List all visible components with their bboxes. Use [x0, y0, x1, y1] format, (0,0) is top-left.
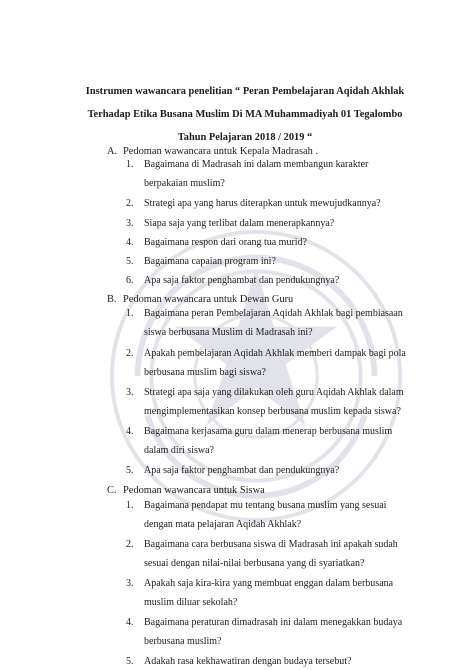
- item-number: 5.: [126, 465, 134, 476]
- item-text-line: sesuai dengan nilai-nilai berbusana yang di syariatkan?: [144, 558, 365, 569]
- section-b-heading: [107, 294, 294, 305]
- item-text-line: Strategi apa saja yang dilakukan oleh guru Aqidah Akhlak dalam: [144, 387, 404, 398]
- item-text-line: Apakah pembelajaran Aqidah Akhlak memberi dampak bagi pola: [144, 348, 406, 359]
- item-text-line: Bagaimana peraturan dimadrasah ini dalam menegakkan budaya: [144, 617, 403, 628]
- item-number: 4.: [126, 237, 134, 248]
- section-title: Pedoman wawancara untuk Siswa: [123, 485, 265, 496]
- item-number: 5.: [126, 256, 134, 267]
- item-text-line: Apa saja faktor penghambat dan pendukungnya?: [144, 275, 340, 286]
- section-label: C.: [107, 485, 117, 496]
- item-text-line: Bagaimana pendapat mu tentang busana muslim yang sesuai: [144, 500, 387, 511]
- item-text-line: Strategi apa yang harus diterapkan untuk mewujudkannya?: [144, 198, 381, 209]
- item-number: 1.: [126, 159, 134, 170]
- item-text-line: berpakaian muslim?: [144, 178, 225, 189]
- section-label: A.: [107, 146, 118, 157]
- item-number: 3.: [126, 387, 134, 398]
- section-title: Pedoman wawancara untuk Kepala Madrasah .: [123, 146, 319, 157]
- document-title-line-3: Tahun Pelajaran 2018 / 2019 “: [177, 132, 313, 143]
- item-number: 6.: [126, 275, 134, 286]
- item-text-line: Apa saja faktor penghambat dan pendukungnya?: [144, 465, 340, 476]
- item-text-line: siswa berbusana Muslim di Madrasah ini?: [144, 327, 313, 338]
- item-number: 1.: [126, 500, 134, 511]
- item-number: 3.: [126, 578, 134, 589]
- item-text-line: Bagaimana respon dari orang tua murid?: [144, 237, 307, 248]
- document-title-line-1: Instrumen wawancara penelitian “ Peran Pembelajaran Aqidah Akhlak: [85, 86, 405, 97]
- item-text-line: dalam diri siswa?: [144, 445, 214, 456]
- item-text-line: Siapa saja yang terlibat dalam menerapkannya?: [144, 218, 335, 229]
- item-text-line: muslim diluar sekolah?: [144, 597, 238, 608]
- item-number: 3.: [126, 218, 134, 229]
- item-text-line: berbusana muslim?: [144, 636, 222, 647]
- item-text-line: dengan mata pelajaran Aqidah Akhlak?: [144, 519, 302, 530]
- section-label: B.: [107, 294, 117, 305]
- item-text-line: berbusana muslim bagi siswa?: [144, 367, 266, 378]
- item-number: 4.: [126, 617, 134, 628]
- item-text-line: Bagaimana kerjasama guru dalam menerap berbusana muslim: [144, 426, 393, 437]
- section-c-heading: [107, 485, 265, 496]
- item-number: 2.: [126, 348, 134, 359]
- item-number: 4.: [126, 426, 134, 437]
- document-title-line-2: Terhadap Etika Busana Muslim Di MA Muhammadiyah 01 Tegalombo: [87, 109, 403, 120]
- item-number: 1.: [126, 308, 134, 319]
- item-text-line: mengimplementasikan konsep berbusana muslim kepada siswa?: [144, 406, 401, 417]
- item-text-line: Bagaimana cara berbusana siswa di Madrasah ini apakah sudah: [144, 539, 398, 550]
- section-title: Pedoman wawancara untuk Dewan Guru: [123, 294, 294, 305]
- item-text-line: Bagaimana di Madrasah ini dalam membangun karakter: [144, 159, 369, 170]
- item-number: 2.: [126, 539, 134, 550]
- item-text-line: Bagaimana capaian program ini?: [144, 256, 276, 267]
- item-text-line: Adakah rasa kekhawatiran dengan budaya tersebut?: [144, 656, 352, 667]
- item-number: 2.: [126, 198, 134, 209]
- section-a-heading: [107, 146, 319, 157]
- item-text-line: Bagaimana peran Pembelajaran Aqidah Akhlak bagi pembiasaan: [144, 308, 403, 319]
- item-number: 5.: [126, 656, 134, 667]
- item-text-line: Apakah saja kira-kira yang membuat enggan dalam berbusana: [144, 578, 394, 589]
